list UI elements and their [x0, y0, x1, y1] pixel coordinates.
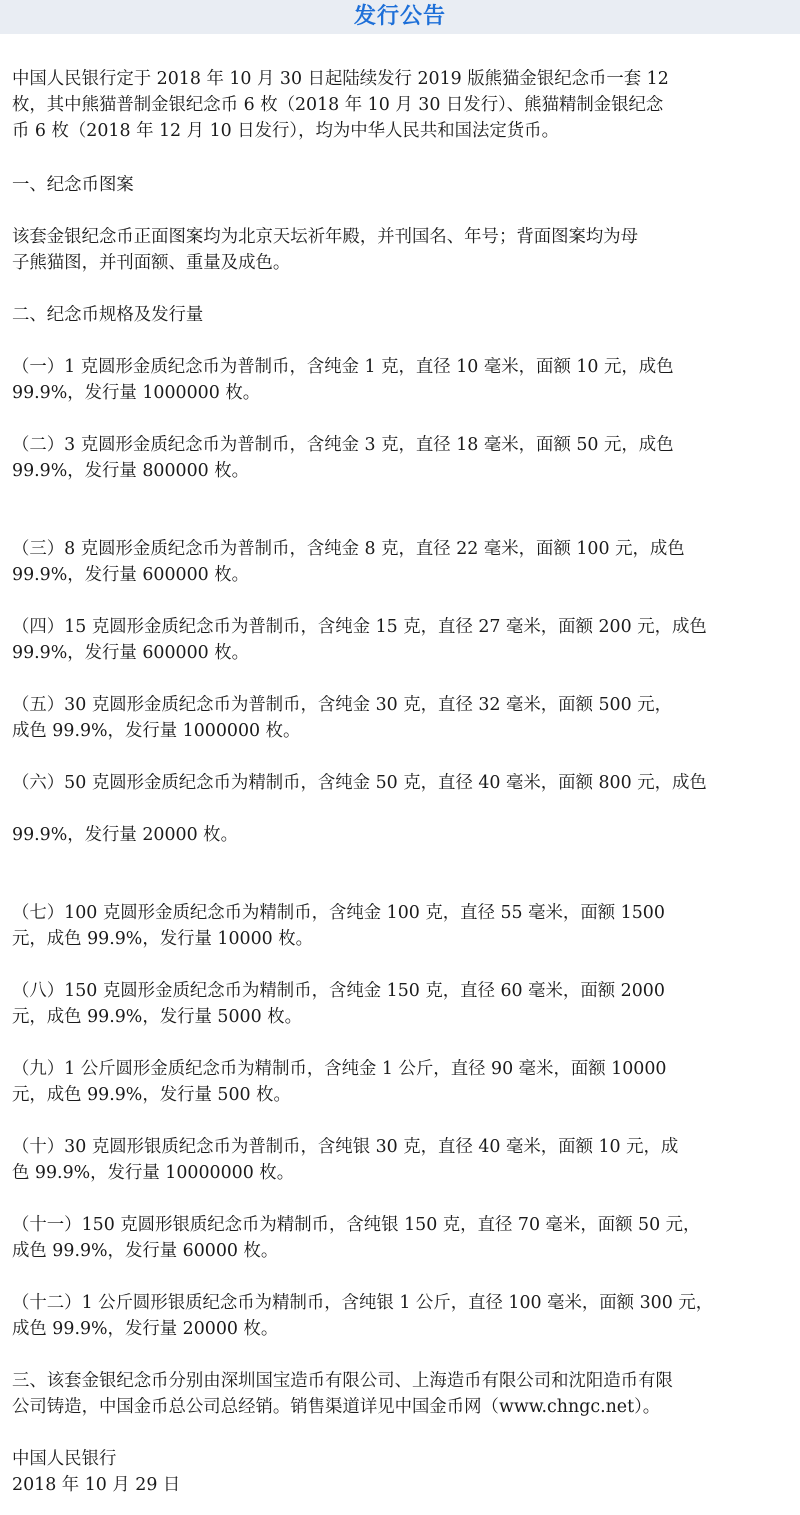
page-title: 发行公告 [353, 4, 446, 29]
spec-item-continued: 99.9%，发行量 20000 枚。 [12, 825, 238, 845]
spec-item: （十一）150 克圆形银质纪念币为精制币，含纯银 150 克，直径 70 毫米，面额 50 元， 成色 99.9%，发行量 60000 枚。 [12, 1215, 701, 1261]
section1-line: 该套金银纪念币正面图案均为北京天坛祈年殿，并刊国名、年号；背面图案均为母 [12, 227, 639, 247]
intro-line: 中国人民银行定于 2018 年 10 月 30 日起陆续发行 2019 版熊猫金银纪念币一套 12 [12, 69, 669, 89]
section1-heading: 一、纪念币图案 [12, 175, 134, 195]
intro-paragraph [12, 66, 798, 144]
spec-item: （九）1 公斤圆形金质纪念币为精制币，含纯金 1 公斤，直径 90 毫米，面额 10000 元，成色 99.9%，发行量 500 枚。 [12, 1059, 667, 1105]
issue-date: 2018 年 10 月 29 日 [12, 1475, 181, 1495]
intro-line: 币 6 枚（2018 年 12 月 10 日发行），均为中华人民共和国法定货币。 [12, 121, 559, 141]
signature-block [12, 1446, 798, 1498]
issuer-name: 中国人民银行 [12, 1449, 117, 1469]
spec-item: （十）30 克圆形银质纪念币为普制币，含纯银 30 克，直径 40 毫米，面额 10 元，成 色 99.9%，发行量 10000000 枚。 [12, 1137, 679, 1183]
section2-heading: 二、纪念币规格及发行量 [12, 305, 204, 325]
section1-line: 子熊猫图，并刊面额、重量及成色。 [12, 253, 291, 273]
spec-item: （五）30 克圆形金质纪念币为普制币，含纯金 30 克，直径 32 毫米，面额 500 元， 成色 99.9%，发行量 1000000 枚。 [12, 695, 672, 741]
intro-line: 枚，其中熊猫普制金银纪念币 6 枚（2018 年 10 月 30 日发行）、熊猫精制金银纪念 [12, 95, 664, 115]
spec-item: （二）3 克圆形金质纪念币为普制币，含纯金 3 克，直径 18 毫米，面额 50 元，成色 99.9%，发行量 800000 枚。 [12, 435, 674, 481]
spec-item: （十二）1 公斤圆形银质纪念币为精制币，含纯银 1 公斤，直径 100 毫米，面额 300 元， 成色 99.9%，发行量 20000 枚。 [12, 1293, 714, 1339]
section3-paragraph: 三、该套金银纪念币分别由深圳国宝造币有限公司、上海造币有限公司和沈阳造币有限 公司铸造，中国金币总公司总经销。销售渠道详见中国金币网（www.chngc.net）。 [12, 1371, 673, 1417]
spec-item: （一）1 克圆形金质纪念币为普制币，含纯金 1 克，直径 10 毫米，面额 10 元，成色 99.9%，发行量 1000000 枚。 [12, 357, 674, 403]
spec-item: （四）15 克圆形金质纪念币为普制币，含纯金 15 克，直径 27 毫米，面额 200 元，成色 99.9%，发行量 600000 枚。 [12, 617, 707, 663]
spec-item: （六）50 克圆形金质纪念币为精制币，含纯金 50 克，直径 40 毫米，面额 800 元，成色 [12, 773, 707, 793]
title-bar [0, 0, 800, 34]
spec-item: （七）100 克圆形金质纪念币为精制币，含纯金 100 克，直径 55 毫米，面额 1500 元，成色 99.9%，发行量 10000 枚。 [12, 903, 665, 949]
section1-paragraph [12, 224, 798, 276]
spec-item: （三）8 克圆形金质纪念币为普制币，含纯金 8 克，直径 22 毫米，面额 100 元，成色 99.9%，发行量 600000 枚。 [12, 539, 685, 585]
spec-item: （八）150 克圆形金质纪念币为精制币，含纯金 150 克，直径 60 毫米，面额 2000 元，成色 99.9%，发行量 5000 枚。 [12, 981, 665, 1027]
